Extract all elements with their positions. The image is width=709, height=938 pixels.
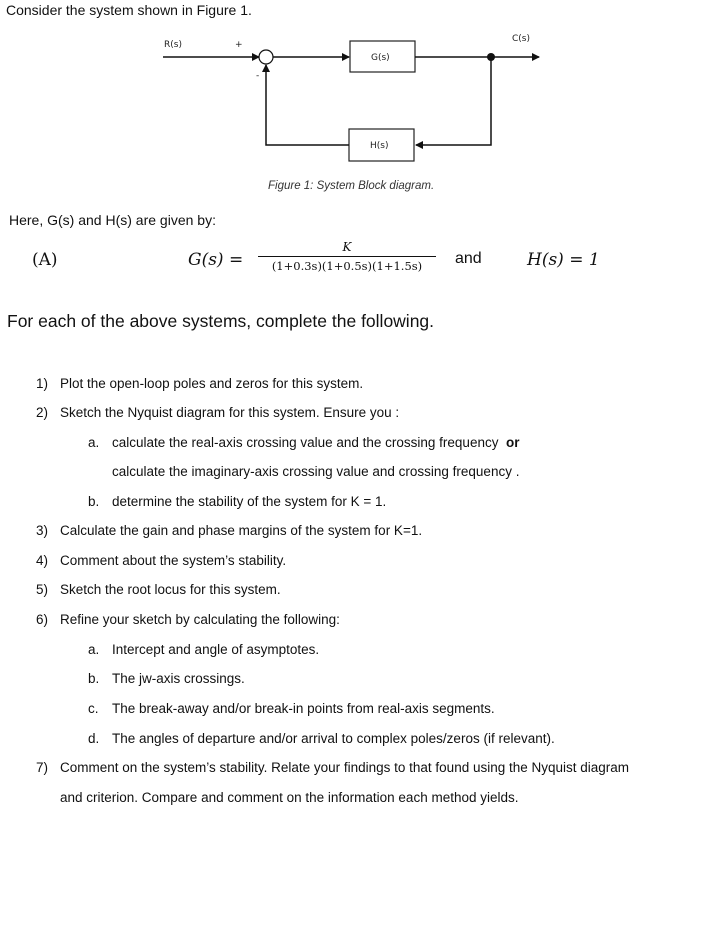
minus-sign: - <box>256 71 260 81</box>
plus-sign: + <box>235 40 243 50</box>
item-number: 7) <box>36 760 49 775</box>
item-number: b. <box>88 671 100 686</box>
section-heading: For each of the above systems, complete the following. <box>7 311 435 331</box>
item-text: Plot the open-loop poles and zeros for this system. <box>60 376 364 391</box>
item-text: The jw-axis crossings. <box>112 671 245 686</box>
input-label: R(s) <box>164 40 182 50</box>
g-denominator: (1+0.3s)(1+0.5s)(1+1.5s) <box>271 259 423 273</box>
output-label: C(s) <box>512 34 530 44</box>
summing-junction <box>259 50 273 64</box>
item-text: Comment on the system’s stability. Relate your findings to that found using the Nyquist diagram <box>60 760 630 775</box>
item-text: and criterion. Compare and comment on the information each method yields. <box>60 790 519 805</box>
item-text: Sketch the root locus for this system. <box>60 582 281 597</box>
item-number: d. <box>88 731 100 746</box>
item-text-with-or <box>112 435 519 450</box>
g-lhs-text: G(s) = <box>188 250 244 270</box>
h-equation <box>527 250 600 270</box>
item-text: calculate the real-axis crossing value and the crossing frequency <box>112 435 499 450</box>
feedback-path-left <box>266 65 349 145</box>
item-text: Calculate the gain and phase margins of the system for K=1. <box>60 523 423 538</box>
item-number: 3) <box>36 523 49 538</box>
item-text: Refine your sketch by calculating the following: <box>60 612 340 627</box>
item-number: 4) <box>36 553 49 568</box>
block-diagram <box>0 0 709 200</box>
given-text: Here, G(s) and H(s) are given by: <box>9 212 216 228</box>
item-number: 6) <box>36 612 49 627</box>
g-fraction <box>258 240 436 273</box>
g-lhs <box>188 250 243 270</box>
item-number: a. <box>88 642 100 657</box>
item-number: 1) <box>36 376 49 391</box>
item-text: The angles of departure and/or arrival to complex poles/zeros (if relevant). <box>112 731 555 746</box>
feedback-block-label: H(s) <box>370 141 389 151</box>
item-number: 2) <box>36 405 49 420</box>
figure-caption: Figure 1: System Block diagram. <box>268 180 435 192</box>
item-text: Comment about the system’s stability. <box>60 553 287 568</box>
item-text: The break-away and/or break-in points from real-axis segments. <box>112 701 495 716</box>
item-number: c. <box>88 701 99 716</box>
item-text: calculate the imaginary-axis crossing value and crossing frequency . <box>112 464 520 479</box>
item-text: Sketch the Nyquist diagram for this system. Ensure you : <box>60 405 400 420</box>
intro-text: Consider the system shown in Figure 1. <box>6 2 252 18</box>
item-number: 5) <box>36 582 49 597</box>
forward-block-label: G(s) <box>371 53 390 63</box>
h-equation-text: H(s) = 1 <box>527 250 600 270</box>
item-text: Intercept and angle of asymptotes. <box>112 642 320 657</box>
case-label: (A) <box>32 250 58 270</box>
item-number: b. <box>88 494 100 509</box>
and-text: and <box>455 250 482 267</box>
feedback-path-right <box>416 57 491 145</box>
fraction-bar <box>258 256 436 257</box>
or-keyword: or <box>505 435 520 450</box>
item-number: a. <box>88 435 100 450</box>
g-numerator: K <box>342 240 352 254</box>
item-text: determine the stability of the system for K = 1. <box>112 494 387 509</box>
